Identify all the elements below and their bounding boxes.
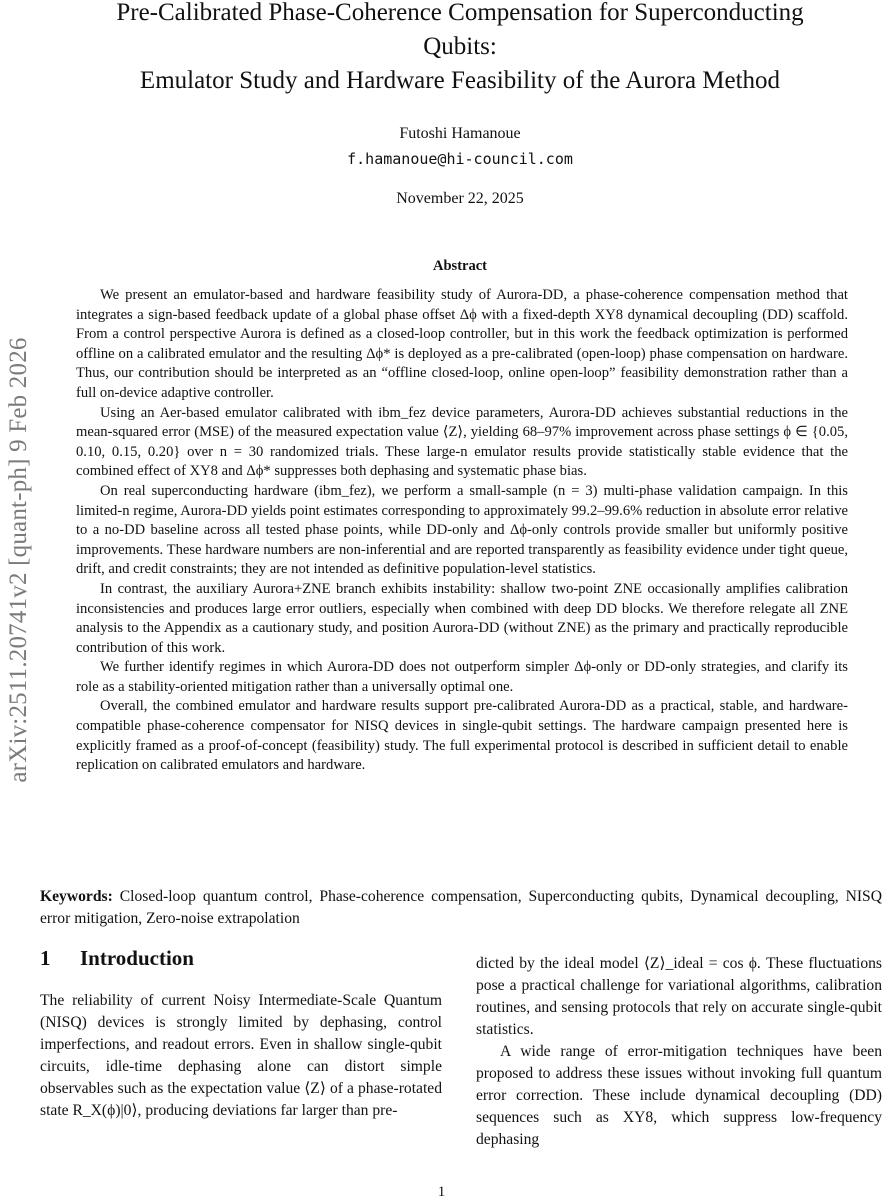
abstract-paragraph: In contrast, the auxiliary Aurora+ZNE branch exhibits instability: shallow two-point ZNE occasionally amplifies calibration inconsistencies and produces large error outliers, especially when combined with deep DD blocks. We therefore relegate all ZNE analysis to the Appendix as a cautionary study, and position Aurora-DD (without ZNE) as the primary and practically reproducible contribution of this work. bbox=[76, 580, 848, 656]
title-line-3: Emulator Study and Hardware Feasibility of the Aurora Method bbox=[139, 67, 781, 94]
abstract-paragraph: Using an Aer-based emulator calibrated with ibm_fez device parameters, Aurora-DD achieves substantial reductions in the mean-squared error (MSE) of the measured expectation value ⟨Z⟩, yielding 68–97% improvement across phase settings ϕ ∈ {0.05, 0.10, 0.15, 0.20} over n = 30 randomized trials. These large-n emulator results provide statistically stable evidence that the combined effect of XY8 and Δϕ* suppresses both dephasing and systematic phase bias. bbox=[76, 404, 848, 480]
intro-paragraph-continued: dicted by the ideal model ⟨Z⟩_ideal = cos ϕ. These fluctuations pose a practical challenge for variational algorithms, calibration routines, and sensing protocols that rely on accurate single-qubit statistics. bbox=[476, 955, 882, 1038]
abstract-paragraph: Overall, the combined emulator and hardware results support pre-calibrated Aurora-DD as a practical, stable, and hardware-compatible phase-coherence compensator for NISQ devices in single-qubit settings. The hardware campaign presented here is explicitly framed as a proof-of-concept (feasibility) study. The full experimental protocol is described in sufficient detail to enable replication on calibrated emulators and hardware. bbox=[76, 698, 848, 774]
section-title: Introduction bbox=[80, 946, 194, 970]
author-name: Futoshi Hamanoue bbox=[399, 125, 521, 142]
section-heading bbox=[40, 946, 442, 971]
intro-paragraph: The reliability of current Noisy Intermediate-Scale Quantum (NISQ) devices is strongly limited by dephasing, control imperfections, and readout errors. Even in shallow single-qubit circuits, idle-time dephasing alone can distort simple observables such as the expectation value ⟨Z⟩ of a phase-rotated state R_X(ϕ)|0⟩, producing deviations far larger than pre- bbox=[40, 992, 442, 1119]
title-line-2: Qubits: bbox=[423, 33, 497, 60]
page-number: 1 bbox=[437, 1184, 446, 1200]
abstract-paragraph: On real superconducting hardware (ibm_fez), we perform a small-sample (n = 3) multi-phase validation campaign. In this limited-n regime, Aurora-DD yields point estimates corresponding to approximately 99.2–99.6% reduction in absolute error relative to a no-DD baseline across all tested phase points, while DD-only and Δϕ-only controls provide smaller but uniformly positive improvements. These hardware numbers are non-inferential and are reported transparently as feasibility evidence under tight queue, drift, and credit constraints; they are not intended as definitive population-level statistics. bbox=[76, 482, 848, 578]
arxiv-identifier: arXiv:2511.20741v2 [quant-ph] 9 Feb 2026 bbox=[5, 337, 32, 783]
right-column bbox=[476, 953, 882, 1151]
keywords bbox=[40, 886, 882, 930]
abstract-paragraph: We present an emulator-based and hardware feasibility study of Aurora-DD, a phase-coherence compensation method that integrates a sign-based feedback update of a global phase offset Δϕ with a fixed-depth XY8 dynamical decoupling (DD) scaffold. From a control perspective Aurora is defined as a closed-loop controller, but in this work the feedback optimization is performed offline on a calibrated emulator and the resulting Δϕ* is deployed as a pre-calibrated (open-loop) phase compensation on hardware. Thus, our contribution should be interpreted as an “offline closed-loop, online open-loop” feasibility demonstration rather than a full on-device adaptive controller. bbox=[76, 287, 848, 401]
keywords-text: Closed-loop quantum control, Phase-coherence compensation, Superconducting qubits, Dynamical decoupling, NISQ error mitigation, Zero-noise extrapolation bbox=[40, 888, 882, 927]
author-email: f.hamanoue@hi-council.com bbox=[347, 150, 573, 168]
title-line-1: Pre-Calibrated Phase-Coherence Compensation for Superconducting bbox=[116, 0, 804, 26]
abstract-heading: Abstract bbox=[433, 258, 487, 274]
paper-title bbox=[60, 0, 860, 98]
section-number: 1 bbox=[40, 946, 51, 970]
abstract-paragraph: We further identify regimes in which Aurora-DD does not outperform simpler Δϕ-only or DD-only strategies, and clarify its role as a stability-oriented mitigation rather than a universally optimal one. bbox=[76, 659, 848, 695]
keywords-label: Keywords: bbox=[40, 888, 113, 905]
arxiv-identifier-sidebar bbox=[2, 250, 36, 870]
paper-date: November 22, 2025 bbox=[396, 190, 524, 207]
left-column bbox=[40, 946, 442, 1122]
intro-paragraph: A wide range of error-mitigation techniques have been proposed to address these issues without invoking full quantum error correction. These include dynamical decoupling (DD) sequences such as XY8, which suppress low-frequency dephasing bbox=[476, 1043, 882, 1148]
abstract-body bbox=[76, 286, 848, 776]
